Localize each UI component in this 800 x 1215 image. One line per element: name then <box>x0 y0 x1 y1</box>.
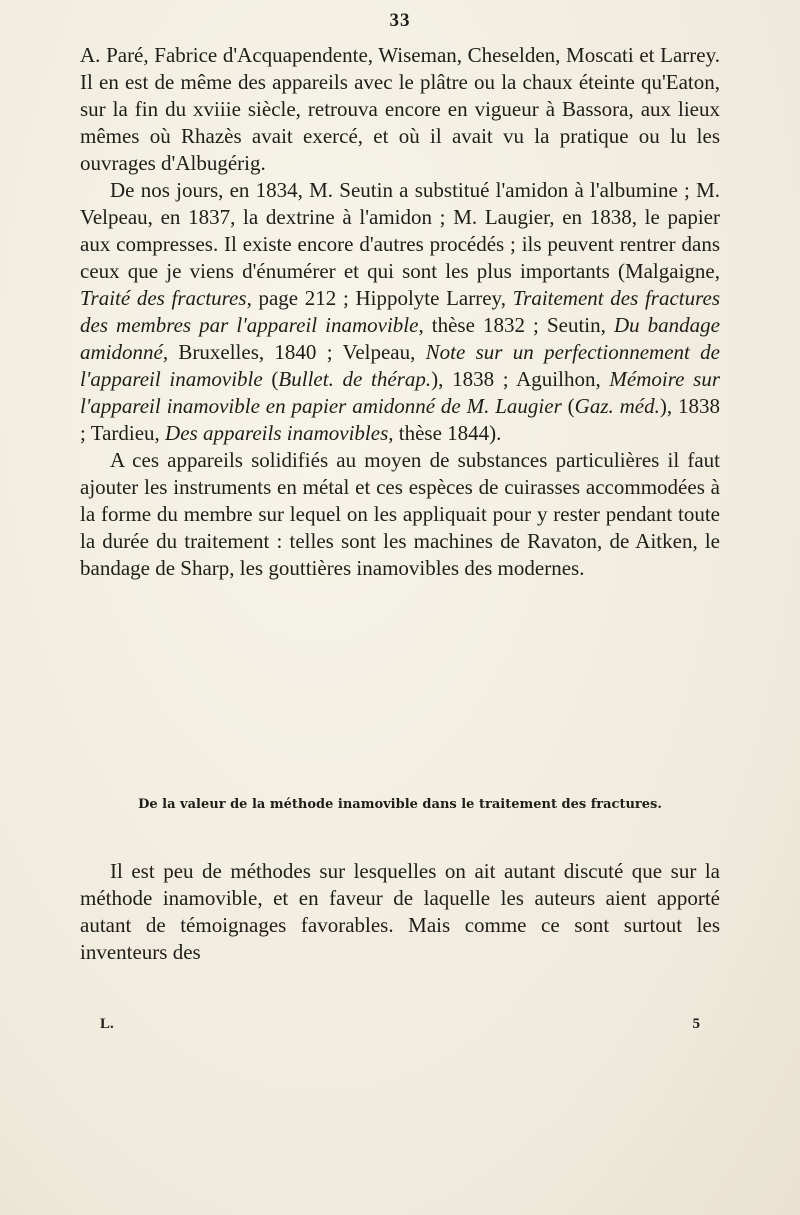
signature-mark: L. <box>100 1016 114 1032</box>
sheet-number: 5 <box>692 1016 700 1032</box>
paragraph-2: De nos jours, en 1834, M. Seutin a substitué l'amidon à l'albumine ; M. Velpeau, en 1837, la dextrine à l'amidon ; M. Laugier, en 1838, le papier aux compresses. Il existe encore d'autres procédés ; ils peuvent rentrer dans ceux que je viens d'énumérer et qui sont les plus importants (Malgaigne, Traité des fractures, page 212 ; Hippolyte Larrey, Traitement des fractures des membres par l'appareil inamovible, thèse 1832 ; Seutin, Du bandage amidonné, Bruxelles, 1840 ; Velpeau, Note sur un perfectionnement de l'appareil inamovible (Bullet. de thérap.), 1838 ; Aguilhon, Mémoire sur l'appareil inamovible en papier amidonné de M. Laugier (Gaz. méd.), 1838 ; Tardieu, Des appareils inamovibles, thèse 1844). <box>80 178 721 445</box>
paragraph-3: A ces appareils solidifiés au moyen de substances particulières il faut ajouter les instruments en métal et ces espèces de cuirasses accommodées à la forme du membre sur lequel on les appliquait pour y rester pendant toute la durée du traitement : telles sont les machines de Ravaton, de Aitken, le bandage de Sharp, les gouttières inamovibles des modernes. <box>80 448 720 580</box>
page-footer <box>100 1016 700 1033</box>
body-text-continued <box>80 858 720 966</box>
body-text <box>80 42 720 582</box>
paragraph-1: A. Paré, Fabrice d'Acquapendente, Wiseman, Cheselden, Moscati et Larrey. Il en est de même des appareils avec le plâtre ou la chaux éteinte qu'Eaton, sur la fin du xviiie siècle, retrouva encore en vigueur à Bassora, aux lieux mêmes où Rhazès avait exercé, et où il avait vu la pratique ou lu les ouvrages d'Albugérig. <box>80 43 720 175</box>
page-number: 33 <box>389 10 411 31</box>
paragraph-4: Il est peu de méthodes sur lesquelles on ait autant discuté que sur la méthode inamovible, et en faveur de laquelle les auteurs aient apporté autant de témoignages favorables. Mais comme ce sont surtout les inventeurs des <box>80 859 720 964</box>
section-heading: De la valeur de la méthode inamovible dans le traitement des fractures. <box>138 797 662 812</box>
